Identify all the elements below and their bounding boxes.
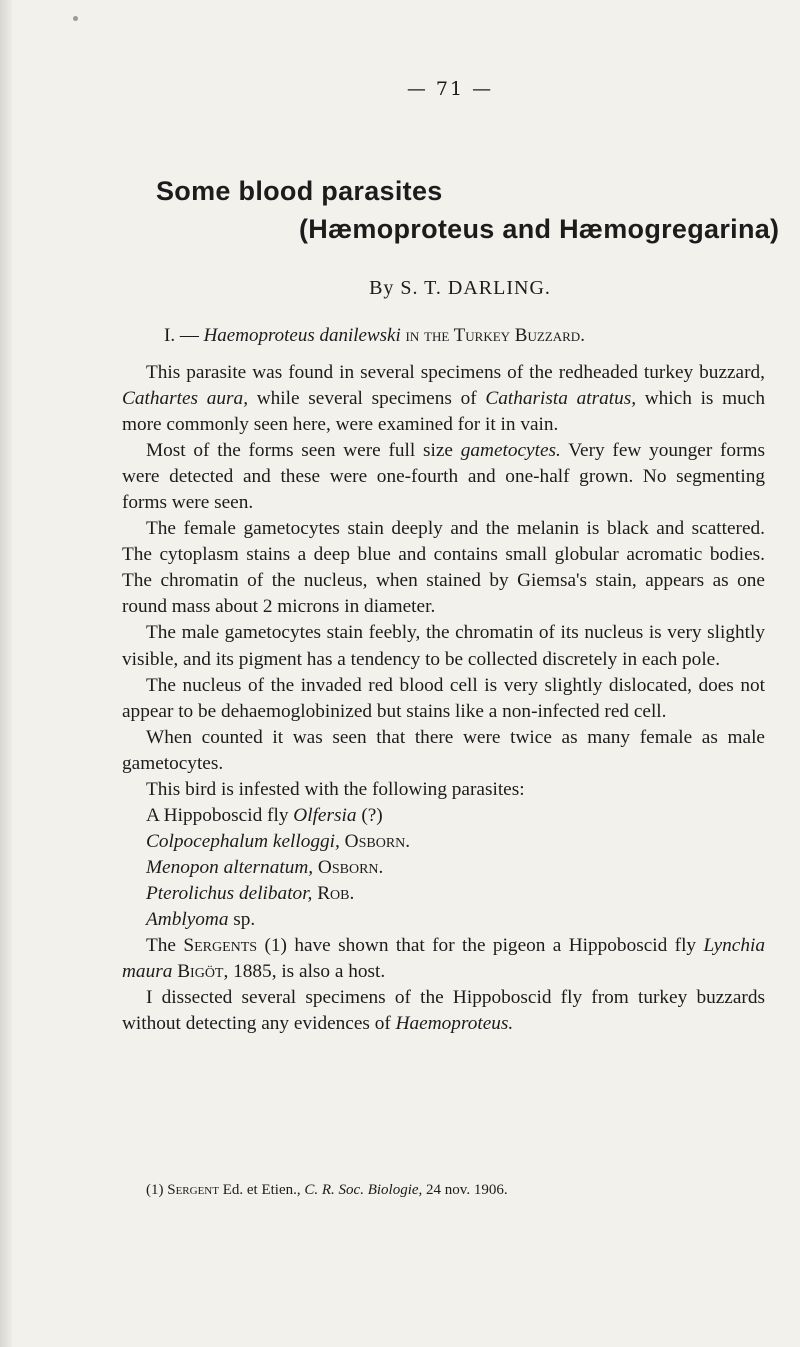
paragraph-6: When counted it was seen that there were twice as many female as male gametocytes. — [122, 726, 765, 774]
footnote: (1) Sergent Ed. et Etien., C. R. Soc. Biologie, 24 nov. 1906. — [146, 1182, 508, 1198]
page-edge — [0, 0, 12, 1347]
article-body — [122, 360, 765, 1037]
section-rest: in the Turkey Buzzard. — [400, 325, 585, 346]
byline: By S. T. DARLING. — [369, 277, 551, 299]
paragraph-3: The female gametocytes stain deeply and the melanin is black and scattered. The cytoplasm stains a deep blue and contains small globular acromatic bodies. The chromatin of the nucleus, when stained by Giemsa's stain, appears as one round mass about 2 microns in diameter. — [122, 518, 765, 618]
ink-spot — [73, 16, 78, 21]
paragraph-1: This parasite was found in several specimens of the redheaded turkey buzzard, Cathartes aura, while several specimens of Catharista atratus, which is much more commonly seen here, were examined for it in vain. — [122, 362, 765, 436]
section-heading — [164, 325, 585, 347]
section-species: Haemoproteus danilewski — [203, 325, 401, 346]
parasite-item: Amblyoma sp. — [146, 908, 256, 930]
paragraph-9: I dissected several specimens of the Hippoboscid fly from turkey buzzards without detecting any evidences of Haemoproteus. — [122, 987, 765, 1035]
page-number: — 71 — — [406, 78, 494, 100]
article-title-line-1: Some blood parasites — [156, 176, 443, 206]
parasite-item: Pterolichus delibator, Rob. — [146, 882, 355, 904]
article-title-line-2: (Hæmoproteus and Hæmogregarina) — [299, 214, 780, 244]
paragraph-8: The Sergents (1) have shown that for the pigeon a Hippoboscid fly Lynchia maura Bigöt, 1885, is also a host. — [122, 935, 765, 983]
parasite-item: Colpocephalum kelloggi, Osborn. — [146, 830, 411, 852]
paragraph-7: This bird is infested with the following parasites: — [146, 778, 525, 800]
section-numeral: I. — — [164, 325, 204, 346]
parasite-item: Menopon alternatum, Osborn. — [146, 856, 384, 878]
parasite-item: A Hippoboscid fly Olfersia (?) — [146, 804, 383, 826]
paragraph-5: The nucleus of the invaded red blood cell is very slightly dislocated, does not appear to be dehaemoglobinized but stains like a non-infected red cell. — [122, 674, 765, 722]
paragraph-4: The male gametocytes stain feebly, the chromatin of its nucleus is very slightly visible, and its pigment has a tendency to be collected discretely in each pole. — [122, 622, 765, 670]
paragraph-2: Most of the forms seen were full size gametocytes. Very few younger forms were detected and these were one-fourth and one-half grown. No segmenting forms were seen. — [122, 440, 765, 514]
